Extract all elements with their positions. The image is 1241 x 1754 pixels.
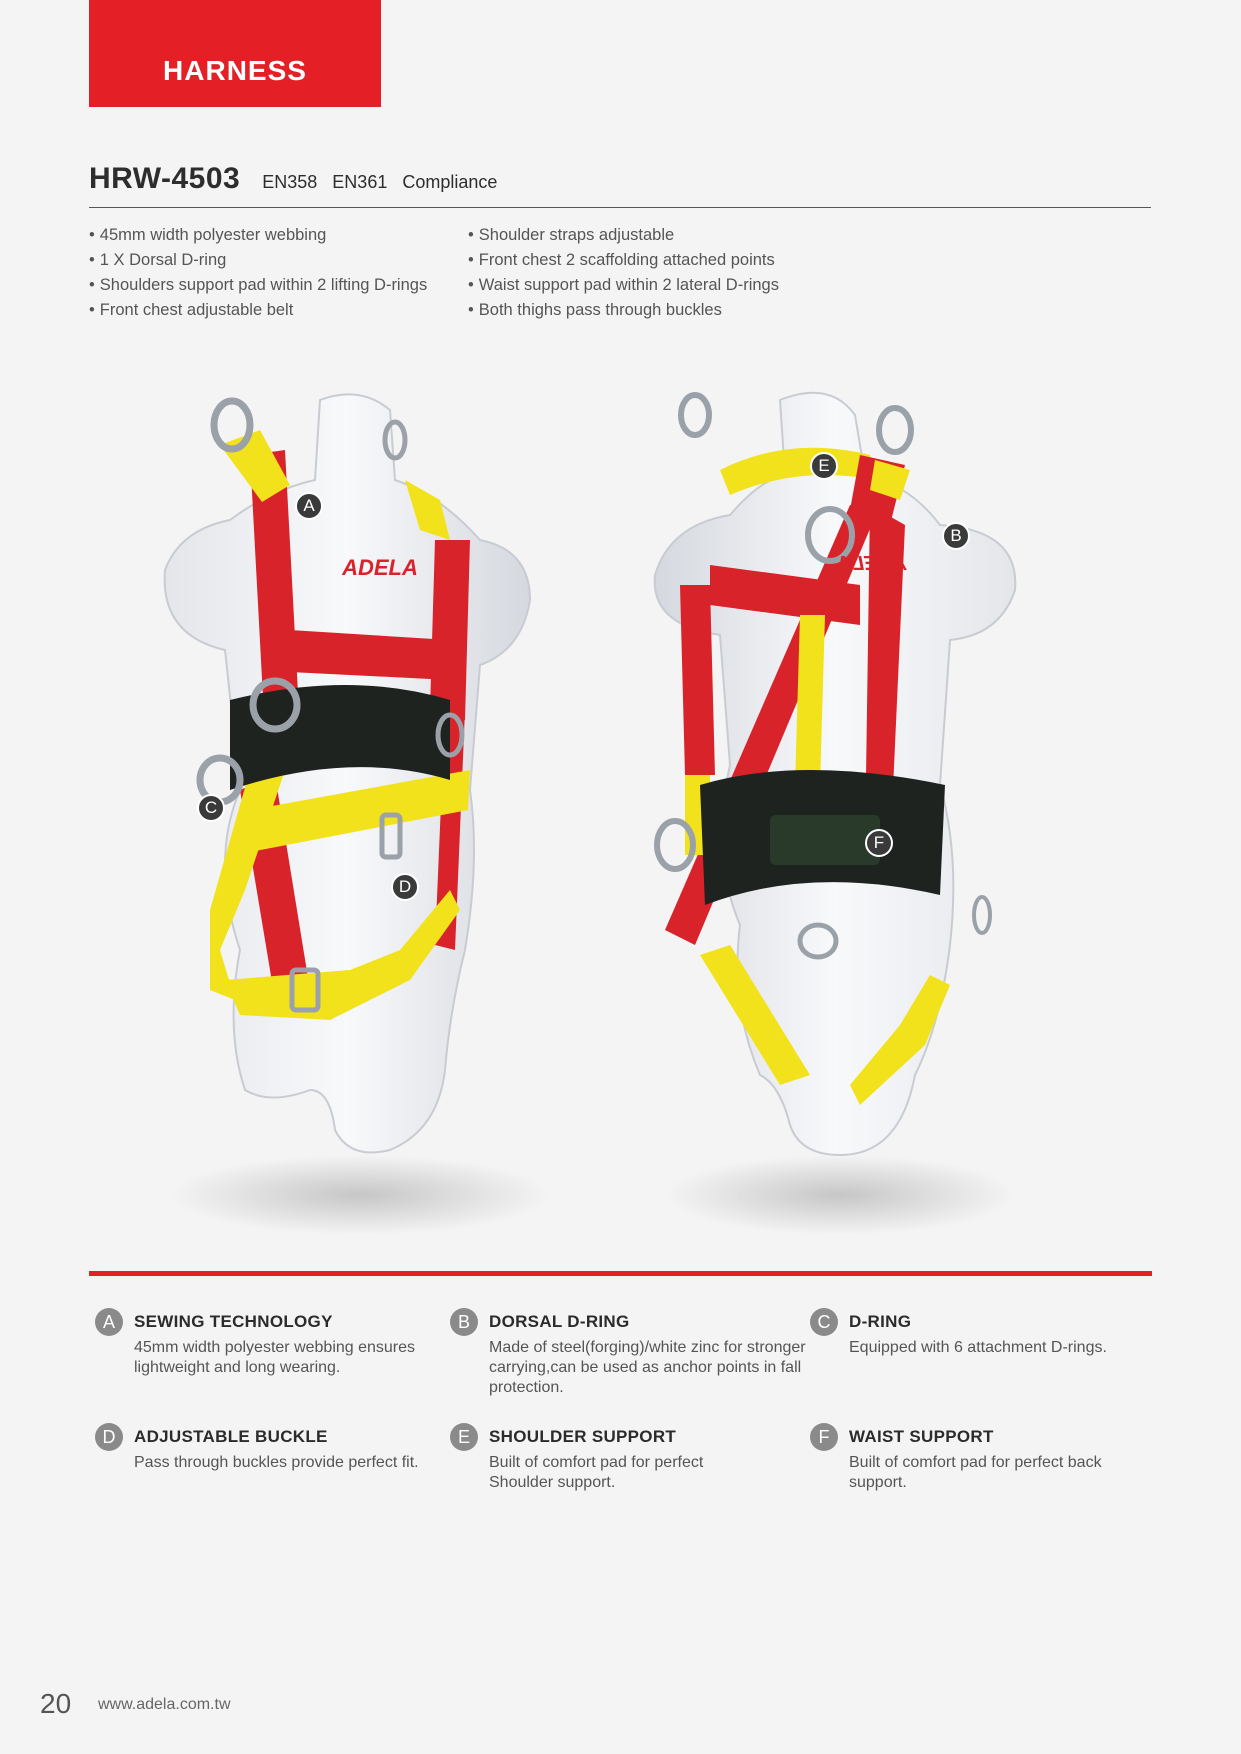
brand-logo-front: ADELA [342, 555, 418, 580]
spec-title: SHOULDER SUPPORT [489, 1427, 677, 1446]
section-title: HARNESS [163, 55, 307, 86]
spec-description: Built of comfort pad for perfect Shoulder support. [489, 1454, 704, 1491]
spec-title: WAIST SUPPORT [849, 1427, 994, 1446]
marker-a: A [295, 492, 323, 520]
feature-item: • Front chest adjustable belt [89, 298, 427, 323]
product-title-row [89, 162, 507, 196]
spec-description: Equipped with 6 attachment D-rings. [849, 1339, 1107, 1356]
feature-item: • Shoulders support pad within 2 lifting D-rings [89, 273, 427, 298]
page-number: 20 [40, 1688, 72, 1719]
spec-title: SEWING TECHNOLOGY [134, 1312, 333, 1331]
feature-item: • 45mm width polyester webbing [89, 223, 427, 248]
spec-letter-badge: B [450, 1308, 478, 1336]
standard-en361: EN361 [332, 172, 388, 192]
spec-letter-badge: A [95, 1308, 123, 1336]
product-standards [262, 172, 507, 193]
spec-letter-badge: E [450, 1423, 478, 1451]
harness-front-photo [150, 390, 570, 1250]
spec-description: Built of comfort pad for perfect back support. [849, 1454, 1102, 1491]
harness-back-illustration [650, 385, 1030, 1245]
spec-letter-badge: C [810, 1308, 838, 1336]
feature-item: • Front chest 2 scaffolding attached points [468, 248, 779, 273]
spec-description: 45mm width polyester webbing ensures lightweight and long wearing. [134, 1339, 416, 1376]
feature-list-right [468, 223, 779, 323]
spec-divider [89, 1271, 1152, 1276]
spec-letter-badge: F [810, 1423, 838, 1451]
spec-title: ADJUSTABLE BUCKLE [134, 1427, 328, 1446]
feature-item: • Both thighs pass through buckles [468, 298, 779, 323]
marker-b: B [942, 522, 970, 550]
spec-description: Pass through buckles provide perfect fit. [134, 1454, 419, 1471]
harness-back-photo [650, 385, 1030, 1245]
spec-description: Made of steel(forging)/white zinc for stronger carrying,can be used as anchor points in fall protection. [489, 1339, 806, 1396]
marker-c: C [197, 794, 225, 822]
title-divider [89, 207, 1151, 208]
feature-item: • Shoulder straps adjustable [468, 223, 779, 248]
spec-letter-badge: D [95, 1423, 123, 1451]
marker-f: F [865, 829, 893, 857]
product-model: HRW-4503 [89, 162, 241, 195]
feature-item: • 1 X Dorsal D-ring [89, 248, 427, 273]
spec-title: D-RING [849, 1312, 912, 1331]
brand-logo-back: ADELA [837, 553, 907, 575]
marker-e: E [810, 452, 838, 480]
footer-url: www.adela.com.tw [98, 1696, 231, 1713]
standard-compliance: Compliance [402, 172, 498, 192]
feature-item: • Waist support pad within 2 lateral D-rings [468, 273, 779, 298]
standard-en358: EN358 [262, 172, 318, 192]
section-banner [89, 0, 381, 107]
marker-d: D [391, 873, 419, 901]
feature-list-left [89, 223, 427, 323]
spec-title: DORSAL D-RING [489, 1312, 630, 1331]
